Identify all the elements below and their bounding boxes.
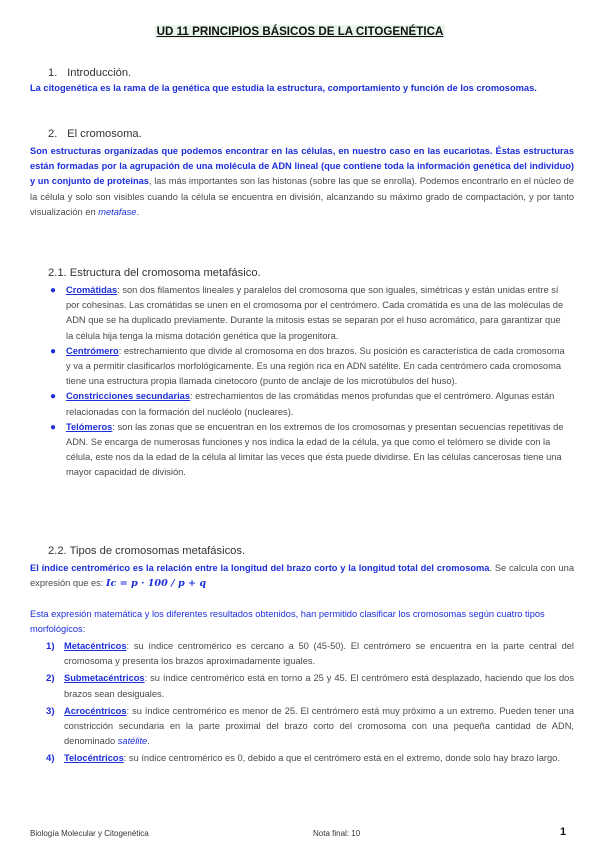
- formula: Ic = p · 100 / p + q: [105, 578, 207, 590]
- heading-tipos: 2.2. Tipos de cromosomas metafásicos.: [48, 545, 246, 557]
- list-item-telomeros: ● Telómeros: son las zonas que se encuentran en los extremos de los cromosomas y presentan secuencias repetitivas de ADN. Se encarga de numerosas funciones y nos indica la edad de la célula, ya que como el telómero se divide con la célula, este nos da la edad de la célula al limitar las veces que ésta puede dividirse. En las células cancerosas tiene una mayor capacidad de división.: [50, 421, 564, 478]
- list-item-metacentricos: 1) Metacéntricos: su índice centromérico es cercano a 50 (45-50). El centrómero se encuentra en la parte central del cromosoma y presenta los brazos aproximadamente iguales.: [46, 641, 574, 667]
- list-item-submetacentricos: 2) Submetacéntricos: su índice centromérico está en torno a 25 y 45. El centrómero está desplazado, haciendo que los dos brazos sean desiguales.: [46, 673, 574, 699]
- heading-cromosoma: 2. El cromosoma.: [48, 128, 142, 140]
- indice-paragraph: El índice centromérico es la relación entre la longitud del brazo corto y la longitud total del cromosoma. Se calcula con una expresión que es: Ic = p · 100 / p + q: [30, 563, 574, 590]
- bullet-icon: ●: [50, 285, 57, 296]
- bullet-icon: ●: [50, 345, 57, 357]
- footer-subject: Biología Molecular y Citogenética: [30, 829, 149, 838]
- list-item-telocentricos: 4) Telocéntricos: su índice centromérico es 0, debido a que el centrómero está en el extremo, donde solo hay brazo largo.: [46, 753, 560, 765]
- list-item-centromero: ● Centrómero: estrechamiento que divide al cromosoma en dos brazos. Su posición es característica de cada cromosoma y va a permitir clasificarlos morfológicamente. Es una región rica en ADN satélite. En cada centrómero cada cromosoma tiene una estructura propia llamada cinetocoro (punto de anclaje de los microtúbulos del huso).: [50, 345, 565, 387]
- footer-grade: Nota final: 10: [313, 829, 361, 838]
- clasificacion-paragraph: Esta expresión matemática y los diferentes resultados obtenidos, han permitido clasificar los cromosomas según cuatro tipos morfológicos:: [30, 609, 545, 635]
- document-title: UD 11 PRINCIPIOS BÁSICOS DE LA CITOGENÉTICA: [156, 25, 444, 38]
- page-number: 1: [560, 826, 567, 838]
- list-item-acrocentricos: 3) Acrocéntricos: su índice centromérico es menor de 25. El centrómero está muy próximo a un extremo. Pueden tener una constricción secundaria en la parte proximal del brazo corto del cromosoma con una pequeña cantidad de ADN, denominado satélite.: [46, 705, 574, 747]
- estructura-list: [52, 283, 570, 481]
- bullet-icon: ●: [50, 391, 57, 403]
- heading-introduccion: 1. Introducción.: [48, 67, 132, 79]
- list-item-constricciones: ● Constricciones secundarias: estrechamientos de las cromátidas menos profundas que el centrómero. Algunas están relacionadas con la formación del nucléolo (nucleares).: [50, 391, 555, 417]
- tipos-list: [48, 639, 574, 767]
- intro-paragraph: La citogenética es la rama de la genética que estudia la estructura, comportamiento y función de los cromosomas.: [30, 83, 537, 93]
- cromosoma-paragraph: Son estructuras organizadas que podemos encontrar en las células, en nuestro caso en las eucariotas. Éstas estructuras están formadas por la agrupación de una molécula de ADN lineal (que contiene toda la información genética del individuo) y un conjunto de proteínas, las más importantes son las histonas (sobre las que se enrolla). Podemos encontrarlo en el núcleo de la célula y solo son visibles cuando la célula se encuentra en división, alcanzando su máximo grado de compactación, y por tanto visualización en metafase.: [30, 146, 574, 217]
- bullet-icon: ●: [50, 421, 57, 433]
- heading-estructura: 2.1. Estructura del cromosoma metafásico.: [48, 267, 261, 279]
- list-item-cromatidas: ● Cromátidas: son dos filamentos lineales y paralelos del cromosoma que son iguales, simétricas y están unidas entre sí por cohesinas. Las cromátidas se unen en el cromosoma por el centrómero. Cada cromátida es una de las moléculas de ADN que se ha duplicado previamente. Durante la mitosis estas se separan por el huso acromático, para garantizar que la célula hija tenga la misma dotación genética que la progenitora.: [50, 285, 564, 341]
